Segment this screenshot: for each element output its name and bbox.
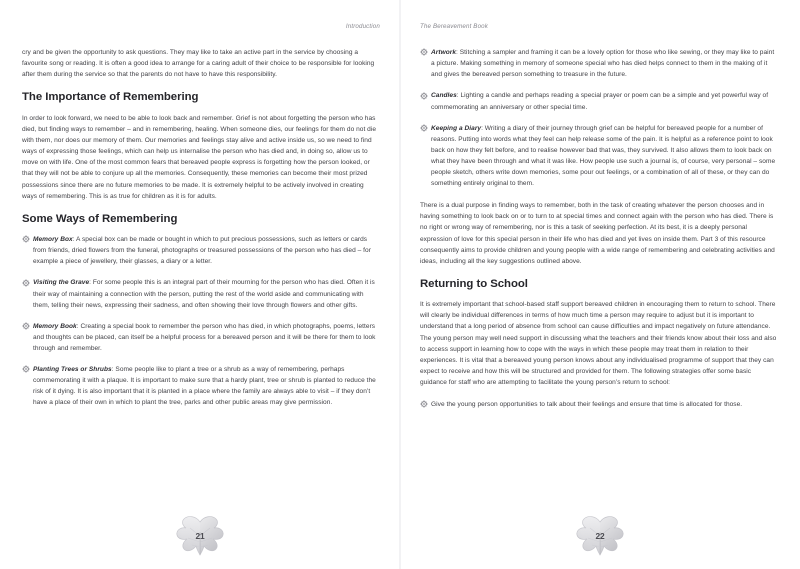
leaf-icon <box>574 514 626 562</box>
bullet-text: : Stitching a sampler and framing it can be a lovely option for those who like sewing, or they may like to paint a picture. Making something in memory of someone special who has died helps connect to them in the making of it and gives the bereaved person something to treasure in the future. <box>431 49 775 79</box>
running-head-right: The Bereavement Book <box>420 23 489 30</box>
bullet-term: Keeping a Diary <box>431 124 482 132</box>
list-item <box>22 364 380 408</box>
flower-bullet-icon <box>22 279 30 287</box>
left-page-number-area <box>0 514 400 562</box>
paragraph-dual-purpose: There is a dual purpose in finding ways to remember, both in the task of creating whatever the person chooses and in having something to look back on or to turn to at special times and connect again with the person who has died. There is no right or wrong way of remembering, nor is this a task of seeking perfection. At its best, it is a deeply personal expression of love for this special person in their life who has died and yet lives on inside them. Part 3 of this resource consequently aims to provide children and young people with a wide range of remembering and celebrating activities and ideas, including all the key suggestions outlined above. <box>420 202 775 265</box>
flower-bullet-icon <box>22 235 30 243</box>
flower-bullet-icon <box>22 322 30 330</box>
bullet-text: : Creating a special book to remember the person who has died, in which photographs, poems, letters and thoughts can be placed, can itself be a helpful process for a bereaved person and it will be there for them to look through and remember. <box>33 322 376 352</box>
paragraph-returning-to-school: It is extremely important that school-based staff support bereaved children in encouraging them to return to school. There will clearly be individual differences in terms of how much time a person may require to adjust but it is important to understand that a long period of absence from school can cause difficulties and impact negatively on future attendance. The young person may well need support in discussing what the teachers and their friends know about their loss and also to access support in learning how to cope with the ways in which these people may treat them in relation to their experiences. It is vital that a bereaved young person knows about any individualised programme of support that they can expect to receive and how this will be structured and provided for them. The following strategies offer some basic guidance for staff who are attempting to facilitate the young person’s return to school: <box>420 301 777 386</box>
bullet-term: Visiting the Grave <box>33 279 90 287</box>
bullet-term: Candles <box>431 92 457 100</box>
return-to-school-bullet-list <box>420 399 778 410</box>
left-remembering-bullet-list <box>22 234 380 408</box>
heading-returning-to-school: Returning to School <box>420 277 528 290</box>
bullet-text: : Writing a diary of their journey through grief can be helpful for bereaved people for a number of reasons. Putting into words what they feel can help release some of the pain. It is helpful as a reference point to look back on how they felt before, and to realise however bad that was, they survived. It also allows them to look back on what they have been through and what it was like. How people use such a journal is, of course, very personal – some people sketch, others write down memories, some pour out feelings, or a combination of all of these, or they can do something entirely original to them. <box>431 124 776 188</box>
flower-bullet-icon <box>22 365 30 373</box>
list-item <box>420 47 778 80</box>
flower-bullet-icon <box>420 124 428 132</box>
bullet-text: Give the young person opportunities to talk about their feelings and ensure that time is allocated for those. <box>431 401 743 408</box>
flower-bullet-icon <box>420 92 428 100</box>
bullet-text: : Some people like to plant a tree or a shrub as a way of remembering, perhaps commemorating it with a plaque. It is important to make sure that a hardy plant, tree or shrub is planted to reduce the risk of it dying. It is also important that it is planted in a place where the family are always able to visit – if they don’t have a place of their own in which to plant the tree, parks and other public areas may give permission. <box>33 365 376 407</box>
list-item <box>420 399 778 410</box>
list-item <box>420 90 778 112</box>
heading-importance-of-remembering: The Importance of Remembering <box>22 91 199 104</box>
running-head-left: Introduction <box>345 23 380 30</box>
page-number-right: 22 <box>595 531 605 541</box>
bullet-term: Artwork <box>431 49 457 57</box>
page-number-left: 21 <box>195 531 205 541</box>
bullet-term: Memory Book <box>33 322 77 330</box>
bullet-term: Memory Box <box>33 236 73 244</box>
bullet-text: : A special box can be made or bought in which to put precious possessions, such as letters or cards from friends, dried flowers from the funeral, photographs or treasured possessions of the person who has died – for example a piece of jewellery, their glasses, a diary or a letter. <box>33 236 371 266</box>
left-leading-paragraph: cry and be given the opportunity to ask questions. They may like to take an active part in the service by choosing a favourite song or reading. It is often a good idea to arrange for a caring adult of their choice to be responsible for looking after them during the service so that the parents do not have to have this responsibility. <box>22 49 375 79</box>
flower-bullet-icon <box>420 48 428 56</box>
list-item <box>22 277 380 310</box>
leaf-icon <box>174 514 226 562</box>
flower-bullet-icon <box>420 400 428 408</box>
right-remembering-bullet-list <box>420 47 778 189</box>
bullet-text: : Lighting a candle and perhaps reading a special prayer or poem can be a simple and yet powerful way of commemorating an anniversary or other special time. <box>431 92 769 111</box>
paragraph-importance-of-remembering: In order to look forward, we need to be able to look back and remember. Grief is not about forgetting the person who has died, but finding ways to remember – and in remembering, healing. When someone dies, our feelings for them do not die with them, nor does our memory of them. Our memories and feelings stay alive and active inside us, so we need to find ways of expressing those feelings, which can help us internalise the person who has died and, in doing so, allow us to move on with life. One of the most common fears that bereaved people express is forgetting how the person looked, or that they will not be able to conjure up all the memories. Consequently, these memories can become their most prized possessions since there are no future memories to be made. It is extremely helpful to be actively involved in creating ways of remembering. This is as true for children as it is for adults. <box>22 114 377 200</box>
right-page-number-area <box>400 514 800 562</box>
list-item <box>22 321 380 354</box>
list-item <box>420 123 778 190</box>
list-item <box>22 234 380 267</box>
heading-some-ways-of-remembering: Some Ways of Remembering <box>22 212 178 225</box>
bullet-term: Planting Trees or Shrubs <box>33 365 112 373</box>
right-page <box>400 0 800 569</box>
bullet-text: : For some people this is an integral part of their mourning for the person who has died. Often it is their way of maintaining a connection with the person, putting the rest of the world aside and communicating with them, telling their news, expressing their sadness, and often showing their love through flowers and other gifts. <box>33 279 375 309</box>
